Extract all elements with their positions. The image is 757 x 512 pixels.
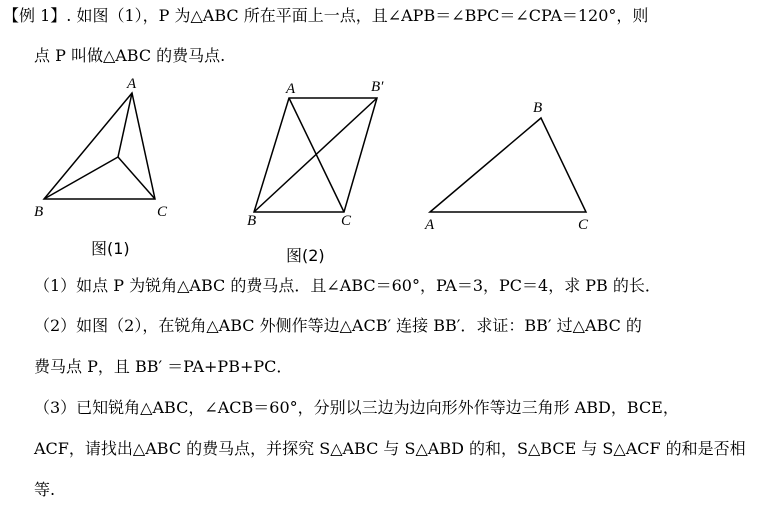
fig2-label-c: C [341, 213, 352, 229]
fig1-segment-pb [44, 157, 118, 199]
fig1-segment-pc [118, 157, 155, 199]
figure-3 [430, 118, 586, 212]
fig1-label-b: B [34, 204, 44, 220]
fig3-label-c: C [578, 217, 589, 233]
fig2-caption: 图(2) [286, 246, 325, 265]
fig2-label-a: A [286, 81, 296, 97]
figure-1 [44, 93, 155, 199]
intro-line-2: 点 P 叫做△ABC 的费马点. [34, 46, 226, 65]
question-2-line-2: 费马点 P，且 BB′ ＝PA+PB+PC． [34, 357, 293, 376]
fig3-label-b: B [533, 100, 543, 116]
question-3-line-3: 等. [34, 480, 56, 499]
question-3-line-1: （3）已知锐角△ABC，∠ACB＝60°，分别以三边为边向形外作等边三角形 ABD，BCE， [34, 398, 679, 417]
figure-2 [254, 98, 377, 212]
question-1: （1）如点 P 为锐角△ABC 的费马点．且∠ABC＝60°，PA＝3，PC＝4，求 PB 的长． [34, 276, 661, 295]
fig2-label-bprime: B′ [371, 79, 384, 95]
fig2-segment-bbprime [254, 98, 377, 212]
question-3-line-2: ACF，请找出△ABC 的费马点，并探究 S△ABC 与 S△ABD 的和，S△BCE 与 S△ACF 的和是否相 [34, 439, 746, 458]
fig3-triangle-abc [430, 118, 586, 212]
fig3-label-a: A [425, 217, 435, 233]
question-2-line-1: （2）如图（2），在锐角△ABC 外侧作等边△ACB′ 连接 BB′．求证：BB′ 过△ABC 的 [34, 316, 642, 335]
fig1-label-a: A [127, 76, 137, 92]
fig1-triangle-abc [44, 93, 155, 199]
intro-line-1: 【例 1】. 如图（1），P 为△ABC 所在平面上一点，且∠APB＝∠BPC＝∠CPA＝120°，则 [3, 6, 649, 25]
fig1-label-c: C [157, 204, 168, 220]
fig2-label-b: B [247, 213, 257, 229]
fig1-caption: 图(1) [91, 239, 130, 258]
